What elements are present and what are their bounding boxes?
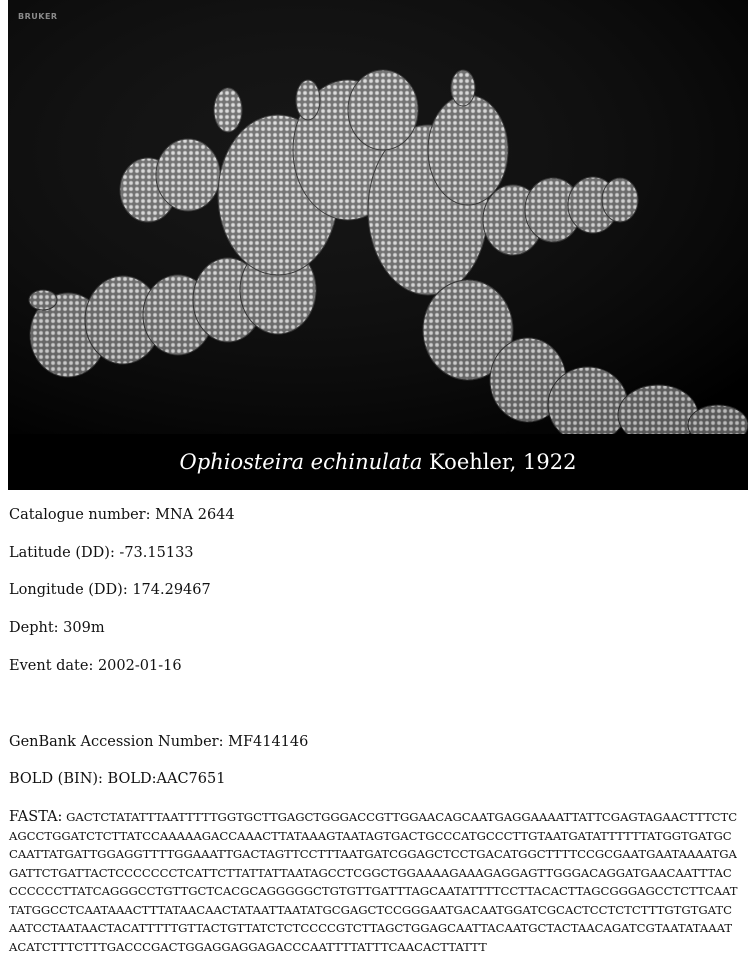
genbank-accession: GenBank Accession Number: MF414146 [9, 734, 309, 750]
fasta-label: FASTA: [9, 809, 63, 825]
bruker-logo: BRUKER [18, 12, 58, 21]
longitude: Longitude (DD): 174.29467 [9, 582, 211, 598]
specimen-render [8, 0, 748, 434]
latitude: Latitude (DD): -73.15133 [9, 545, 194, 561]
bold-bin: BOLD (BIN): BOLD:AAC7651 [9, 771, 226, 787]
depth: Depht: 309m [9, 620, 105, 636]
catalogue-number: Catalogue number: MNA 2644 [9, 507, 235, 523]
species-author: Koehler, 1922 [429, 450, 577, 474]
specimen-image-panel [8, 0, 748, 490]
fasta-sequence: GACTCTATATTTAATTTTTGGTGCTTGAGCTGGGACCGTTGGAACAGCAATGAGGAAAATTATTCGAGTAGAACTTTCTCAGCCTGGATCTCTTATCCAAAAAGACCAAACTTATAAAGTAATAGTGACTGCCCATGCCCTTGTAATGATATTTTTTATGGTGATGCCAATTATGATTGGAGGTTTTGGAAATTGACTAGTTCCTTTAATGATCGGAGCTCCTGACATGGCTTTTCCGCGAATGAATAAAATGAGATTCTGATTACTCCCCCCCTCATTCTTATTATTAATAGCCTCGGCTGGAAAAGAAAGAGGAGTTGGGACAGGATGAACAATTTACCCCCCCTTATCAGGGCCTGTTGCTCACGCAGGGGGCTGTGTTGATTTAGCAATATTTTCCTTACACTTAGCGGGAGCCTCTTCAATTATGGCCTCAATAAACTTTATAACAACTATAATTAATATGCGAGCTCCGGGAATGACAATGGATCGCACTCCTCTCTTTGTGTGATCAATCCTAATAACTACATTTTTGTTACTGTTATCTCTCCCCGTCTTAGCTGGAGCAATTACAATGCTACTAACAGATCGTAATATAAATACATCTTTCTTTGACCCGACTGGAGGAGGAGACCCAATTTTATTTCAACACTTATTT [9, 810, 738, 954]
species-name: Ophiosteira echinulata [179, 450, 423, 474]
species-caption [8, 448, 748, 476]
event-date: Event date: 2002-01-16 [9, 658, 182, 674]
fasta-block [9, 808, 739, 956]
